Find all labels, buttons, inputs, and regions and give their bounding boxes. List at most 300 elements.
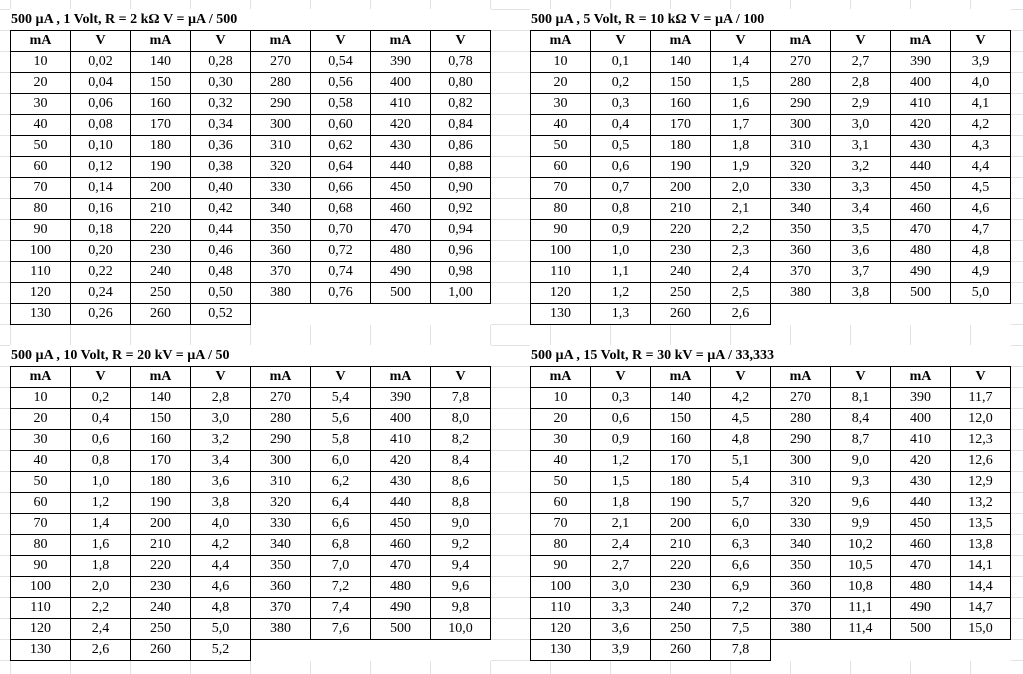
table-cell: 490: [891, 262, 951, 283]
table-cell: 70: [11, 514, 71, 535]
sheet-title: 500 µA , 5 Volt, R = 10 kΩ V = µA / 100: [530, 9, 1011, 30]
table-cell: 1,4: [71, 514, 131, 535]
table-cell: 280: [251, 73, 311, 94]
table-cell: 380: [251, 619, 311, 640]
table-cell: 270: [771, 52, 831, 73]
table-cell: 120: [11, 283, 71, 304]
table-row: [11, 199, 491, 220]
table-cell: 6,0: [311, 451, 371, 472]
table-cell: 330: [771, 178, 831, 199]
empty-cell: [831, 640, 891, 661]
column-header: V: [311, 31, 371, 52]
table-cell: 0,08: [71, 115, 131, 136]
table-cell: 410: [371, 94, 431, 115]
table-cell: 5,8: [311, 430, 371, 451]
table-cell: 4,6: [191, 577, 251, 598]
column-header: V: [311, 367, 371, 388]
table-cell: 9,9: [831, 514, 891, 535]
column-header: mA: [131, 367, 191, 388]
table-cell: 0,80: [431, 73, 491, 94]
column-header: V: [431, 31, 491, 52]
table-cell: 4,5: [951, 178, 1011, 199]
table-cell: 5,0: [191, 619, 251, 640]
column-header: V: [431, 367, 491, 388]
table-cell: 110: [531, 598, 591, 619]
table-cell: 470: [891, 220, 951, 241]
table-cell: 120: [531, 283, 591, 304]
table-cell: 500: [371, 283, 431, 304]
column-header: V: [951, 367, 1011, 388]
column-header: V: [831, 31, 891, 52]
table-cell: 330: [251, 178, 311, 199]
table-row: [11, 157, 491, 178]
column-header: mA: [251, 367, 311, 388]
table-cell: 1,0: [591, 241, 651, 262]
table-cell: 100: [11, 577, 71, 598]
table-cell: 0,66: [311, 178, 371, 199]
table-cell: 0,46: [191, 241, 251, 262]
table-row: [531, 535, 1011, 556]
table-cell: 0,16: [71, 199, 131, 220]
table-cell: 13,2: [951, 493, 1011, 514]
table-row: [11, 472, 491, 493]
table-cell: 1,9: [711, 157, 771, 178]
table-cell: 220: [651, 220, 711, 241]
voltage-table: [530, 30, 1011, 325]
table-cell: 1,0: [71, 472, 131, 493]
table-cell: 0,84: [431, 115, 491, 136]
table-row: [11, 283, 491, 304]
table-cell: 300: [771, 451, 831, 472]
table-cell: 3,6: [831, 241, 891, 262]
table-row: [531, 262, 1011, 283]
table-cell: 0,30: [191, 73, 251, 94]
table-cell: 440: [371, 157, 431, 178]
table-cell: 30: [531, 430, 591, 451]
table-cell: 160: [131, 94, 191, 115]
table-cell: 100: [531, 577, 591, 598]
table-cell: 290: [251, 94, 311, 115]
table-cell: 100: [531, 241, 591, 262]
table-row: [531, 388, 1011, 409]
table-cell: 2,6: [71, 640, 131, 661]
table-cell: 1,5: [591, 472, 651, 493]
empty-cell: [371, 640, 431, 661]
table-cell: 480: [371, 577, 431, 598]
table-cell: 20: [11, 409, 71, 430]
table-cell: 7,2: [711, 598, 771, 619]
empty-cell: [311, 640, 371, 661]
table-row: [11, 73, 491, 94]
table-cell: 40: [531, 451, 591, 472]
table-cell: 50: [11, 136, 71, 157]
table-cell: 13,8: [951, 535, 1011, 556]
table-cell: 390: [371, 388, 431, 409]
table-cell: 8,6: [431, 472, 491, 493]
table-cell: 0,70: [311, 220, 371, 241]
table-row: [531, 283, 1011, 304]
table-cell: 310: [771, 136, 831, 157]
table-cell: 0,24: [71, 283, 131, 304]
column-header: mA: [771, 367, 831, 388]
empty-cell: [311, 304, 371, 325]
table-cell: 410: [371, 430, 431, 451]
table-row: [11, 115, 491, 136]
table-row: [531, 115, 1011, 136]
table-cell: 4,4: [951, 157, 1011, 178]
table-cell: 3,8: [831, 283, 891, 304]
table-cell: 1,8: [591, 493, 651, 514]
table-cell: 6,6: [711, 556, 771, 577]
table-cell: 1,00: [431, 283, 491, 304]
table-cell: 0,9: [591, 430, 651, 451]
table-cell: 0,78: [431, 52, 491, 73]
table-cell: 60: [531, 157, 591, 178]
table-cell: 190: [131, 493, 191, 514]
table-row: [531, 472, 1011, 493]
table-cell: 15,0: [951, 619, 1011, 640]
table-cell: 1,8: [711, 136, 771, 157]
table-cell: 130: [531, 640, 591, 661]
table-cell: 0,22: [71, 262, 131, 283]
table-cell: 370: [251, 262, 311, 283]
table-cell: 3,8: [191, 493, 251, 514]
table-cell: 90: [11, 220, 71, 241]
table-cell: 150: [131, 73, 191, 94]
table-cell: 0,52: [191, 304, 251, 325]
table-cell: 460: [891, 199, 951, 220]
table-cell: 460: [371, 535, 431, 556]
table-cell: 7,8: [431, 388, 491, 409]
table-cell: 250: [131, 619, 191, 640]
table-cell: 370: [771, 598, 831, 619]
table-cell: 440: [371, 493, 431, 514]
table-cell: 6,8: [311, 535, 371, 556]
table-cell: 1,3: [591, 304, 651, 325]
table-cell: 400: [891, 409, 951, 430]
table-cell: 11,1: [831, 598, 891, 619]
empty-cell: [891, 304, 951, 325]
table-cell: 470: [371, 220, 431, 241]
table-cell: 60: [11, 493, 71, 514]
table-cell: 5,4: [711, 472, 771, 493]
table-cell: 490: [891, 598, 951, 619]
table-cell: 2,2: [71, 598, 131, 619]
table-cell: 9,6: [431, 577, 491, 598]
table-cell: 0,90: [431, 178, 491, 199]
table-cell: 180: [131, 136, 191, 157]
column-header: mA: [131, 31, 191, 52]
column-header: V: [831, 367, 891, 388]
table-cell: 180: [651, 472, 711, 493]
table-cell: 12,3: [951, 430, 1011, 451]
table-cell: 4,8: [951, 241, 1011, 262]
table-cell: 14,4: [951, 577, 1011, 598]
table-cell: 4,8: [191, 598, 251, 619]
empty-cell: [251, 640, 311, 661]
column-header: V: [591, 367, 651, 388]
table-row: [531, 640, 1011, 661]
table-cell: 4,7: [951, 220, 1011, 241]
table-cell: 450: [371, 178, 431, 199]
table-cell: 2,7: [831, 52, 891, 73]
table-cell: 0,38: [191, 157, 251, 178]
table-cell: 1,5: [711, 73, 771, 94]
table-cell: 4,3: [951, 136, 1011, 157]
table-cell: 350: [251, 556, 311, 577]
table-cell: 9,0: [431, 514, 491, 535]
table-cell: 390: [891, 388, 951, 409]
table-cell: 280: [771, 409, 831, 430]
table-row: [11, 493, 491, 514]
table-cell: 450: [891, 514, 951, 535]
table-row: [531, 493, 1011, 514]
table-cell: 350: [251, 220, 311, 241]
table-cell: 9,8: [431, 598, 491, 619]
table-cell: 460: [891, 535, 951, 556]
table-cell: 8,2: [431, 430, 491, 451]
table-cell: 330: [251, 514, 311, 535]
table-row: [531, 136, 1011, 157]
table-cell: 360: [771, 577, 831, 598]
sheet-block-10v: [10, 345, 491, 661]
table-cell: 14,7: [951, 598, 1011, 619]
table-cell: 0,60: [311, 115, 371, 136]
table-row: [11, 178, 491, 199]
table-cell: 9,4: [431, 556, 491, 577]
table-row: [531, 220, 1011, 241]
table-cell: 4,2: [711, 388, 771, 409]
table-cell: 340: [251, 535, 311, 556]
table-row: [11, 430, 491, 451]
table-cell: 2,0: [711, 178, 771, 199]
table-cell: 90: [531, 556, 591, 577]
table-cell: 380: [771, 619, 831, 640]
table-cell: 0,28: [191, 52, 251, 73]
table-cell: 280: [771, 73, 831, 94]
table-row: [11, 577, 491, 598]
column-header: mA: [11, 367, 71, 388]
table-row: [531, 199, 1011, 220]
table-cell: 290: [771, 94, 831, 115]
table-cell: 2,1: [711, 199, 771, 220]
table-cell: 360: [251, 241, 311, 262]
table-cell: 8,4: [431, 451, 491, 472]
table-cell: 0,12: [71, 157, 131, 178]
table-cell: 0,6: [71, 430, 131, 451]
table-cell: 2,5: [711, 283, 771, 304]
table-cell: 80: [531, 199, 591, 220]
table-cell: 0,54: [311, 52, 371, 73]
table-cell: 390: [891, 52, 951, 73]
table-cell: 0,5: [591, 136, 651, 157]
empty-cell: [431, 640, 491, 661]
table-cell: 3,3: [591, 598, 651, 619]
table-cell: 420: [891, 451, 951, 472]
table-cell: 170: [131, 115, 191, 136]
table-cell: 4,9: [951, 262, 1011, 283]
table-cell: 10: [11, 52, 71, 73]
table-cell: 140: [131, 52, 191, 73]
table-cell: 440: [891, 157, 951, 178]
table-cell: 4,1: [951, 94, 1011, 115]
table-cell: 270: [771, 388, 831, 409]
table-cell: 2,7: [591, 556, 651, 577]
table-cell: 200: [131, 178, 191, 199]
table-cell: 3,6: [591, 619, 651, 640]
table-cell: 0,9: [591, 220, 651, 241]
table-cell: 6,2: [311, 472, 371, 493]
empty-cell: [771, 640, 831, 661]
table-cell: 12,6: [951, 451, 1011, 472]
column-header: V: [711, 31, 771, 52]
table-cell: 2,1: [591, 514, 651, 535]
sheet-block-15v: [530, 345, 1011, 661]
table-row: [531, 241, 1011, 262]
table-cell: 7,0: [311, 556, 371, 577]
column-header: mA: [891, 31, 951, 52]
table-cell: 8,1: [831, 388, 891, 409]
column-header: V: [71, 367, 131, 388]
table-cell: 330: [771, 514, 831, 535]
table-cell: 480: [891, 577, 951, 598]
table-cell: 430: [891, 136, 951, 157]
table-cell: 0,14: [71, 178, 131, 199]
table-cell: 1,6: [71, 535, 131, 556]
table-cell: 1,2: [591, 451, 651, 472]
table-cell: 350: [771, 556, 831, 577]
table-row: [11, 262, 491, 283]
table-cell: 190: [651, 157, 711, 178]
table-cell: 80: [531, 535, 591, 556]
table-cell: 0,42: [191, 199, 251, 220]
table-row: [531, 409, 1011, 430]
table-row: [11, 220, 491, 241]
voltage-table: [10, 30, 491, 325]
table-cell: 10,2: [831, 535, 891, 556]
table-cell: 460: [371, 199, 431, 220]
table-cell: 0,7: [591, 178, 651, 199]
table-cell: 30: [531, 94, 591, 115]
sheet-title: 500 µA , 10 Volt, R = 20 kV = µA / 50: [10, 345, 491, 366]
table-cell: 250: [131, 283, 191, 304]
table-cell: 8,7: [831, 430, 891, 451]
table-row: [11, 409, 491, 430]
table-cell: 6,3: [711, 535, 771, 556]
table-cell: 410: [891, 94, 951, 115]
table-cell: 160: [651, 94, 711, 115]
table-cell: 0,2: [591, 73, 651, 94]
table-row: [11, 241, 491, 262]
table-row: [11, 388, 491, 409]
table-cell: 7,6: [311, 619, 371, 640]
table-cell: 11,7: [951, 388, 1011, 409]
table-cell: 0,02: [71, 52, 131, 73]
table-cell: 2,6: [711, 304, 771, 325]
table-cell: 2,3: [711, 241, 771, 262]
table-cell: 360: [251, 577, 311, 598]
table-cell: 0,8: [71, 451, 131, 472]
column-header: V: [191, 31, 251, 52]
table-cell: 400: [371, 409, 431, 430]
table-cell: 1,2: [71, 493, 131, 514]
table-cell: 2,4: [71, 619, 131, 640]
table-cell: 270: [251, 52, 311, 73]
table-cell: 0,58: [311, 94, 371, 115]
table-cell: 1,2: [591, 283, 651, 304]
table-cell: 6,9: [711, 577, 771, 598]
table-cell: 0,8: [591, 199, 651, 220]
table-row: [11, 52, 491, 73]
table-cell: 500: [371, 619, 431, 640]
table-cell: 110: [531, 262, 591, 283]
empty-cell: [831, 304, 891, 325]
table-cell: 9,3: [831, 472, 891, 493]
table-cell: 0,04: [71, 73, 131, 94]
table-cell: 220: [131, 220, 191, 241]
table-cell: 490: [371, 598, 431, 619]
table-cell: 20: [531, 409, 591, 430]
table-cell: 230: [131, 241, 191, 262]
table-cell: 0,68: [311, 199, 371, 220]
table-row: [11, 451, 491, 472]
table-cell: 0,86: [431, 136, 491, 157]
table-cell: 0,34: [191, 115, 251, 136]
table-cell: 0,64: [311, 157, 371, 178]
table-cell: 0,76: [311, 283, 371, 304]
table-cell: 3,2: [831, 157, 891, 178]
table-cell: 400: [371, 73, 431, 94]
table-cell: 370: [771, 262, 831, 283]
table-cell: 3,0: [591, 577, 651, 598]
table-cell: 300: [771, 115, 831, 136]
column-header: V: [591, 31, 651, 52]
table-cell: 10: [531, 388, 591, 409]
table-cell: 10: [531, 52, 591, 73]
table-cell: 0,20: [71, 241, 131, 262]
table-cell: 0,62: [311, 136, 371, 157]
table-cell: 10,5: [831, 556, 891, 577]
empty-cell: [431, 304, 491, 325]
table-cell: 4,0: [191, 514, 251, 535]
table-cell: 3,4: [831, 199, 891, 220]
table-cell: 210: [651, 535, 711, 556]
table-cell: 30: [11, 430, 71, 451]
table-cell: 1,6: [711, 94, 771, 115]
table-row: [531, 73, 1011, 94]
table-row: [531, 598, 1011, 619]
table-cell: 0,94: [431, 220, 491, 241]
empty-cell: [951, 304, 1011, 325]
table-cell: 3,1: [831, 136, 891, 157]
table-cell: 1,1: [591, 262, 651, 283]
table-row: [11, 94, 491, 115]
table-cell: 0,92: [431, 199, 491, 220]
table-cell: 180: [131, 472, 191, 493]
column-header: V: [71, 31, 131, 52]
table-cell: 170: [651, 451, 711, 472]
table-cell: 1,8: [71, 556, 131, 577]
table-cell: 3,5: [831, 220, 891, 241]
voltage-table: [530, 366, 1011, 661]
table-cell: 20: [531, 73, 591, 94]
table-cell: 320: [251, 493, 311, 514]
table-cell: 0,44: [191, 220, 251, 241]
table-cell: 60: [531, 493, 591, 514]
table-cell: 3,4: [191, 451, 251, 472]
table-cell: 8,8: [431, 493, 491, 514]
sheet-title: 500 µA , 1 Volt, R = 2 kΩ V = µA / 500: [10, 9, 491, 30]
